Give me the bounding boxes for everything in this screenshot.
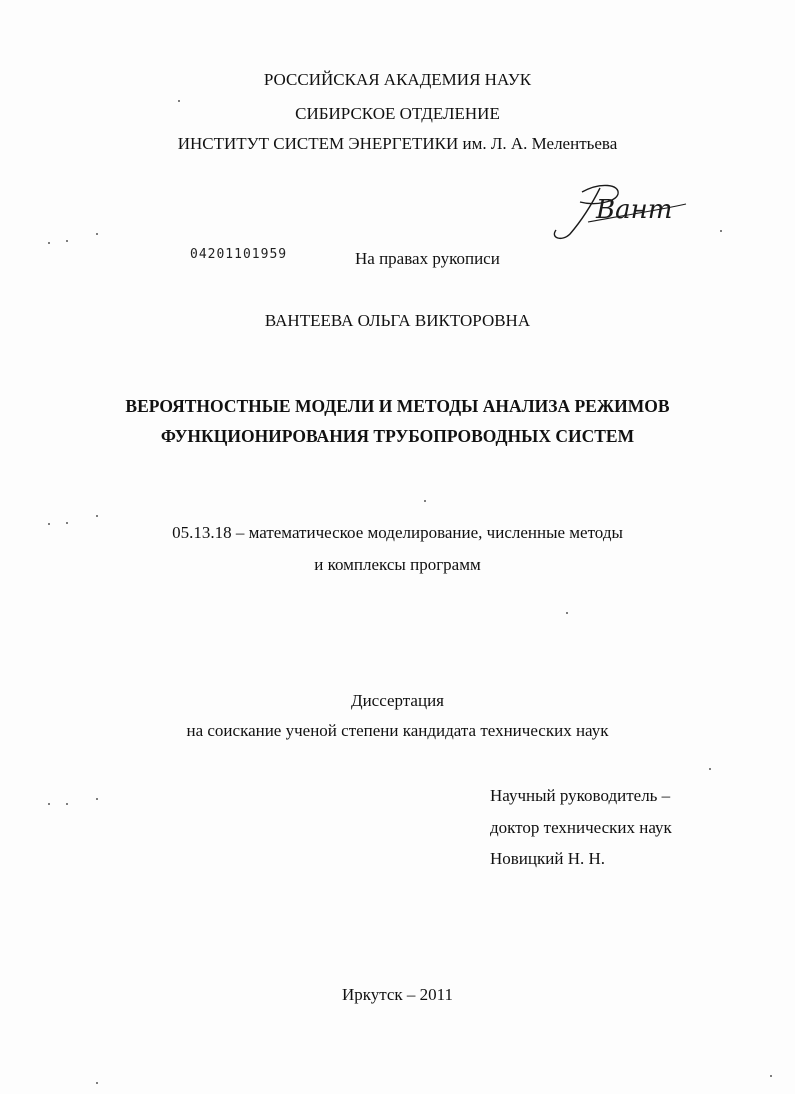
scan-speck	[96, 1082, 98, 1084]
scan-speck	[424, 500, 426, 502]
scan-speck	[48, 523, 50, 525]
supervisor-line-2: доктор технических наук	[490, 818, 672, 837]
scan-speck	[178, 100, 180, 102]
supervisor-line-1: Научный руководитель –	[490, 786, 671, 805]
scan-speck	[66, 240, 68, 242]
signature-text: Вант	[596, 195, 673, 225]
scan-speck	[720, 230, 722, 232]
supervisor-line-3: Новицкий Н. Н.	[490, 849, 606, 868]
scan-speck	[48, 803, 50, 805]
place-year: Иркутск – 2011	[341, 985, 454, 1004]
author-name: ВАНТЕЕВА ОЛЬГА ВИКТОРОВНА	[264, 311, 531, 330]
scan-speck	[770, 1075, 772, 1077]
scan-speck	[66, 522, 68, 524]
branch-name: СИБИРСКОЕ ОТДЕЛЕНИЕ	[295, 104, 500, 123]
degree-line-1: Диссертация	[350, 691, 444, 710]
author-signature	[540, 180, 690, 248]
scan-speck	[48, 242, 50, 244]
specialty-line-2: и комплексы программ	[314, 555, 481, 574]
scan-speck	[709, 768, 711, 770]
title-line-1: ВЕРОЯТНОСТНЫЕ МОДЕЛИ И МЕТОДЫ АНАЛИЗА РЕЖИМОВ	[125, 396, 670, 416]
scan-speck	[66, 803, 68, 805]
scan-speck	[96, 233, 98, 235]
degree-line-2: на соискание ученой степени кандидата технических наук	[186, 721, 609, 740]
title-line-2: ФУНКЦИОНИРОВАНИЯ ТРУБОПРОВОДНЫХ СИСТЕМ	[160, 426, 635, 446]
specialty-line-1: 05.13.18 – математическое моделирование, численные методы	[172, 523, 623, 542]
scan-speck	[96, 515, 98, 517]
scan-speck	[96, 798, 98, 800]
institute-name: ИНСТИТУТ СИСТЕМ ЭНЕРГЕТИКИ им. Л. А. Мелентьева	[177, 134, 618, 153]
registration-stamp: 04201101959	[190, 247, 288, 262]
academy-name: РОССИЙСКАЯ АКАДЕМИЯ НАУК	[263, 70, 532, 89]
rights-note: На правах рукописи	[355, 249, 500, 268]
scan-speck	[566, 612, 568, 614]
